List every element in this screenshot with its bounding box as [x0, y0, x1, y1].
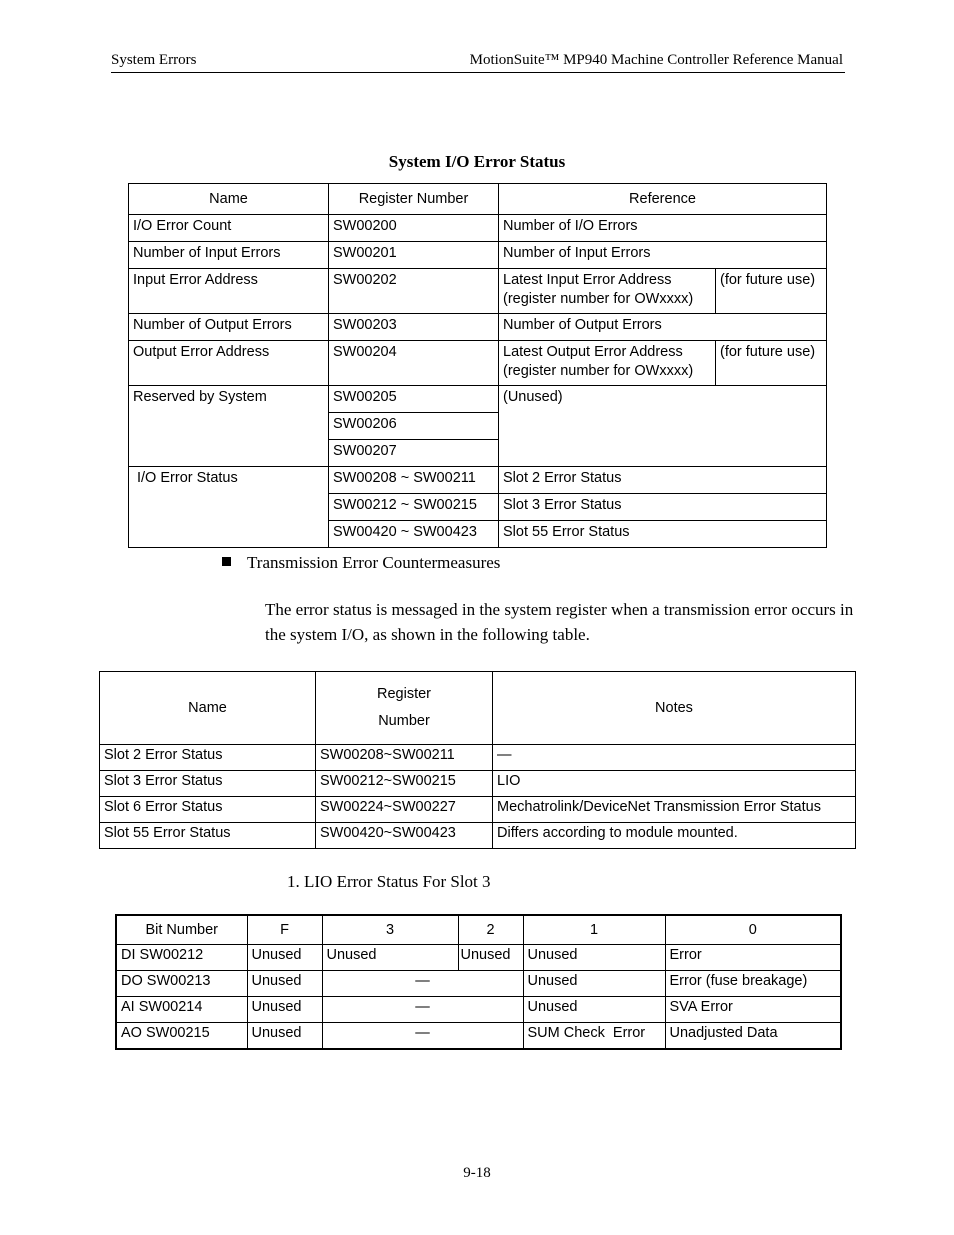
table-row: [100, 771, 856, 797]
col-header-register: Register Number: [329, 184, 499, 215]
cell-register: SW00201: [329, 242, 499, 269]
cell-bit-f: Unused: [247, 971, 322, 997]
cell-register: AI SW00214: [116, 997, 247, 1023]
col-header-bit-number: Bit Number: [116, 915, 247, 945]
cell-name: Slot 2 Error Status: [100, 745, 316, 771]
header-manual-title: MotionSuite™ MP940 Machine Controller Reference Manual: [469, 52, 843, 68]
cell-register: SW00200: [329, 215, 499, 242]
cell-register: SW00420~SW00423: [316, 823, 493, 849]
cell-bit-0: SVA Error: [665, 997, 841, 1023]
cell-name: Slot 6 Error Status: [100, 797, 316, 823]
table-row: [116, 971, 841, 997]
table-row: [100, 745, 856, 771]
table-row: [129, 242, 827, 269]
cell-reference: Slot 55 Error Status: [499, 521, 827, 548]
cell-bit-1: SUM Check Error: [523, 1023, 665, 1050]
col-header-bit-2: 2: [458, 915, 523, 945]
cell-bits-3-2: —: [322, 971, 523, 997]
cell-bit-f: Unused: [247, 997, 322, 1023]
cell-bits-3-2: —: [322, 1023, 523, 1050]
cell-name: Output Error Address: [129, 341, 329, 386]
cell-register: SW00224~SW00227: [316, 797, 493, 823]
table-header-row: [129, 184, 827, 215]
cell-bit-0: Error (fuse breakage): [665, 971, 841, 997]
cell-register: SW00420 ~ SW00423: [329, 521, 499, 548]
cell-register: SW00212 ~ SW00215: [329, 494, 499, 521]
table-row: [116, 997, 841, 1023]
col-header-notes: Notes: [493, 672, 856, 745]
cell-register: SW00206: [329, 413, 499, 440]
cell-register: DI SW00212: [116, 945, 247, 971]
cell-bit-3: Unused: [322, 945, 458, 971]
cell-register: SW00205: [329, 386, 499, 413]
cell-bit-2: Unused: [458, 945, 523, 971]
cell-name: Number of Output Errors: [129, 314, 329, 341]
col-header-register: [316, 672, 493, 745]
section-heading: [222, 553, 500, 573]
page-number: 9-18: [463, 1165, 491, 1181]
col-header-name: Name: [129, 184, 329, 215]
col-header-bit-f: F: [247, 915, 322, 945]
table-row: [100, 823, 856, 849]
table-row: [129, 341, 827, 386]
cell-reference-note: (for future use): [716, 341, 827, 386]
cell-notes: Differs according to module mounted.: [493, 823, 856, 849]
cell-register: SW00212~SW00215: [316, 771, 493, 797]
cell-bit-1: Unused: [523, 945, 665, 971]
cell-name: Slot 3 Error Status: [100, 771, 316, 797]
col-header-name: Name: [100, 672, 316, 745]
cell-reference: Slot 3 Error Status: [499, 494, 827, 521]
cell-register: SW00208 ~ SW00211: [329, 467, 499, 494]
cell-reference-note: (for future use): [716, 269, 827, 314]
col-header-bit-0: 0: [665, 915, 841, 945]
cell-notes: —: [493, 745, 856, 771]
cell-register: AO SW00215: [116, 1023, 247, 1050]
cell-name: Number of Input Errors: [129, 242, 329, 269]
cell-register: SW00202: [329, 269, 499, 314]
col-header-reference: Reference: [499, 184, 827, 215]
cell-register: SW00204: [329, 341, 499, 386]
system-io-error-status-table: [128, 183, 827, 548]
cell-reference: Number of I/O Errors: [499, 215, 827, 242]
cell-name: Input Error Address: [129, 269, 329, 314]
cell-bit-f: Unused: [247, 1023, 322, 1050]
table-row: [129, 386, 827, 413]
cell-name: I/O Error Status: [129, 467, 329, 548]
transmission-error-table: [99, 671, 856, 849]
table-header-row: [116, 915, 841, 945]
table-row: [129, 215, 827, 242]
cell-register: SW00203: [329, 314, 499, 341]
cell-bit-0: Unadjusted Data: [665, 1023, 841, 1050]
col-header-register-line2: Number: [378, 713, 430, 729]
table-row: [116, 945, 841, 971]
cell-register: SW00207: [329, 440, 499, 467]
square-bullet-icon: [222, 557, 231, 566]
header-rule: [111, 72, 845, 73]
cell-name: Slot 55 Error Status: [100, 823, 316, 849]
cell-reference: Number of Input Errors: [499, 242, 827, 269]
cell-reference: Number of Output Errors: [499, 314, 827, 341]
table-header-row: [100, 672, 856, 745]
cell-bit-f: Unused: [247, 945, 322, 971]
cell-bits-3-2: —: [322, 997, 523, 1023]
table-row: [129, 467, 827, 494]
cell-bit-1: Unused: [523, 971, 665, 997]
cell-reference: (Unused): [499, 386, 827, 467]
cell-notes: Mechatrolink/DeviceNet Transmission Error Status: [493, 797, 856, 823]
cell-bit-1: Unused: [523, 997, 665, 1023]
cell-name: Reserved by System: [129, 386, 329, 467]
table-row: [100, 797, 856, 823]
table-row: [129, 314, 827, 341]
table-row: [116, 1023, 841, 1050]
section-paragraph: The error status is messaged in the system register when a transmission error occurs in the system I/O, as shown in the following table.: [265, 600, 854, 644]
list-item-lio-error-status: 1. LIO Error Status For Slot 3: [287, 872, 491, 891]
col-header-register-line1: Register: [377, 686, 431, 702]
table-row: [129, 269, 827, 314]
cell-bit-0: Error: [665, 945, 841, 971]
cell-notes: LIO: [493, 771, 856, 797]
section-heading-text: Transmission Error Countermeasures: [247, 553, 501, 572]
col-header-bit-3: 3: [322, 915, 458, 945]
table1-title: System I/O Error Status: [388, 152, 566, 171]
cell-reference: Latest Output Error Address (register number for OWxxxx): [499, 341, 716, 386]
lio-error-status-table: [115, 914, 842, 1050]
cell-reference: Latest Input Error Address (register number for OWxxxx): [499, 269, 716, 314]
col-header-bit-1: 1: [523, 915, 665, 945]
cell-name: I/O Error Count: [129, 215, 329, 242]
cell-reference: Slot 2 Error Status: [499, 467, 827, 494]
cell-register: SW00208~SW00211: [316, 745, 493, 771]
header-section-title: System Errors: [111, 52, 197, 68]
cell-register: DO SW00213: [116, 971, 247, 997]
